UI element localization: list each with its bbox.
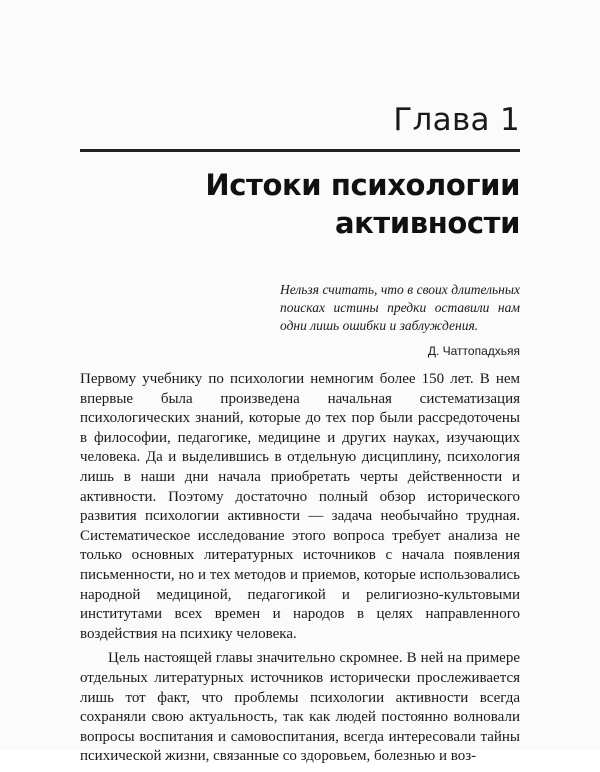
epigraph-quote: Нельзя считать, что в своих длительных поисках истины предки оставили нам одни лишь ошибки и заблуждения. (280, 282, 520, 333)
chapter-title-line: активности (334, 206, 520, 240)
chapter-title-line: Истоки психологии (205, 168, 520, 202)
chapter-title (80, 166, 520, 242)
epigraph (280, 281, 520, 358)
epigraph-author: Д. Чаттопадхьяя (427, 344, 520, 358)
chapter-divider (80, 149, 520, 152)
body-paragraph: Цель настоящей главы значительно скромнее. В ней на примере отдельных литературных источников исторически прослеживается лишь тот факт, что проблемы психологии активности всегда сохраняли свою актуальность, так как людей постоянно волновали вопросы воспитания и самовоспитания, всегда интересовали тайны психической жизни, связанные со здоровьем, болезнью и воз- (80, 650, 520, 765)
body-text (80, 370, 520, 772)
chapter-number: Глава 1 (393, 102, 520, 138)
body-paragraph: Первому учебнику по психологии немногим более 150 лет. В нем впервые была произведена начальная систематизация психологических знаний, которые до тех пор были рассредоточены в философии, педагогике, медицине и других науках, изучающих человека. Да и выделившись в отдельную дисциплину, психология лишь в наши дни начала приобретать черты действенности и активности. Поэтому достаточно полный обзор исторического развития психологии активности — задача необычайно трудная. Систематическое исследование этого вопроса требует анализа не только основных литературных источников с начала появления письменности, но и тех методов и приемов, которые использовались народной медициной, педагогикой и религиозно-культовыми институтами всех времен и народов в целях направленного воздействия на психику человека. (80, 371, 520, 642)
